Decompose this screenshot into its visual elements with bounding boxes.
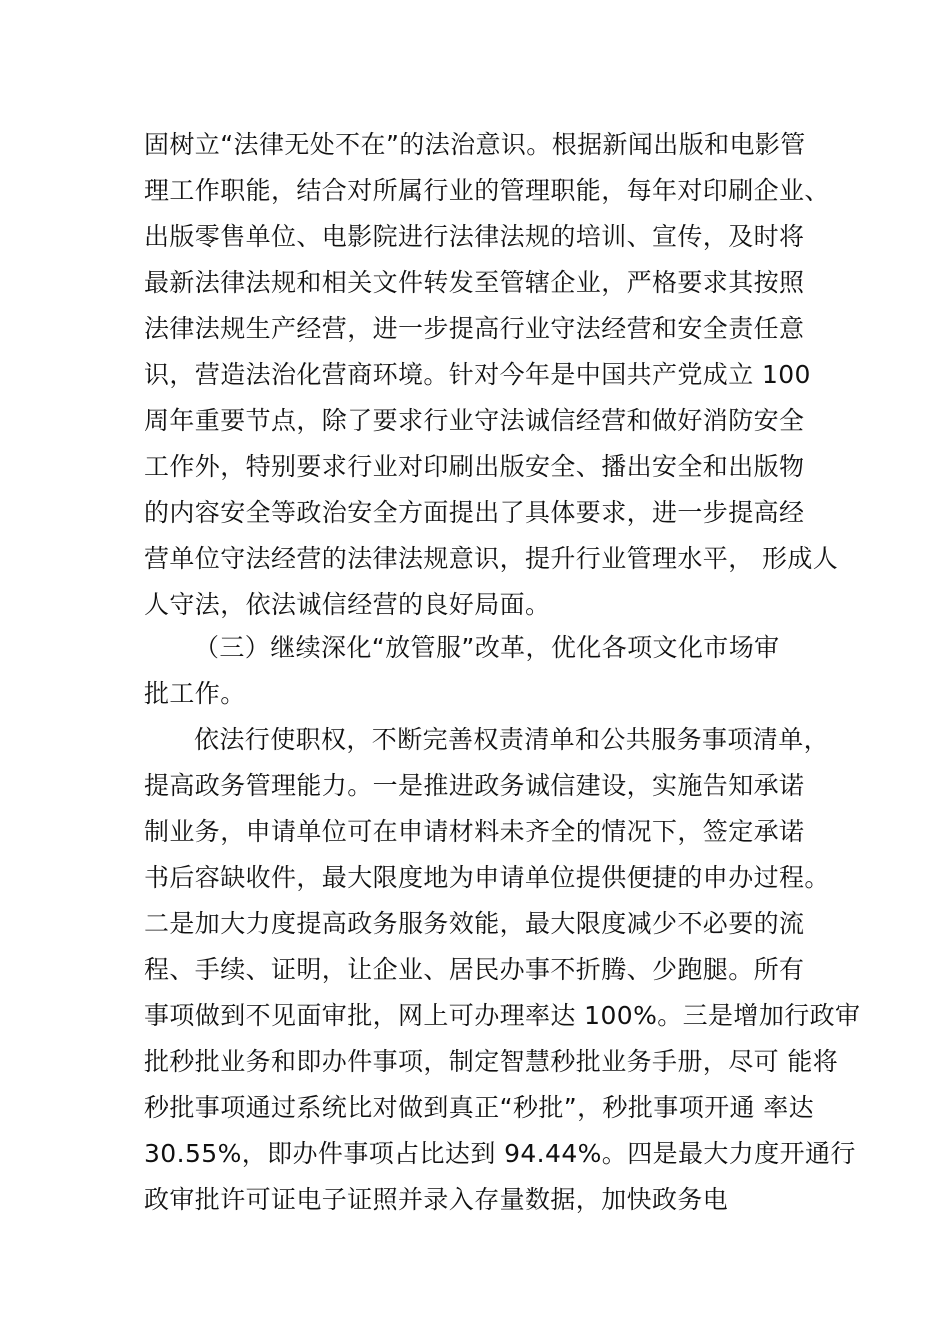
text-line: 的内容安全等政治安全方面提出了具体要求，进一步提高经: [144, 498, 805, 527]
section-heading-continued: 批工作。: [144, 679, 246, 708]
text-line: 最新法律法规和相关文件转发至管辖企业，严格要求其按照: [144, 268, 805, 297]
paragraph-first-line: 依法行使职权，不断完善权责清单和公共服务事项清单，: [194, 725, 830, 754]
text-line: 制业务，申请单位可在申请材料未齐全的情况下，签定承诺: [144, 817, 805, 846]
text-line: 周年重要节点，除了要求行业守法诚信经营和做好消防安全: [144, 406, 805, 435]
text-line: 提高政务管理能力。一是推进政务诚信建设，实施告知承诺: [144, 771, 805, 800]
text-line: 批秒批业务和即办件事项，制定智慧秒批业务手册，尽可 能将: [144, 1047, 839, 1076]
text-line: 工作外，特别要求行业对印刷出版安全、播出安全和出版物: [144, 452, 805, 481]
text-line: 识，营造法治化营商环境。针对今年是中国共产党成立 100: [144, 360, 811, 389]
text-line: 二是加大力度提高政务服务效能，最大限度减少不必要的流: [144, 909, 805, 938]
text-line: 书后容缺收件，最大限度地为申请单位提供便捷的申办过程。: [144, 863, 830, 892]
text-line: 出版零售单位、电影院进行法律法规的培训、宣传，及时将: [144, 222, 805, 251]
text-line: 人守法，依法诚信经营的良好局面。: [144, 590, 551, 619]
text-line: 秒批事项通过系统比对做到真正“秒批”，秒批事项开通 率达: [144, 1093, 815, 1122]
section-heading: （三）继续深化“放管服”改革，优化各项文化市场审: [194, 633, 780, 662]
text-line: 事项做到不见面审批，网上可办理率达 100%。三是增加行政审: [144, 1001, 861, 1030]
text-line: 营单位守法经营的法律法规意识，提升行业管理水平， 形成人: [144, 544, 839, 573]
text-line: 政审批许可证电子证照并录入存量数据，加快政务电: [144, 1185, 729, 1214]
text-line: 理工作职能，结合对所属行业的管理职能，每年对印刷企业、: [144, 176, 830, 205]
text-line: 固树立“法律无处不在”的法治意识。根据新闻出版和电影管: [144, 130, 806, 159]
text-line: 30.55%，即办件事项占比达到 94.44%。四是最大力度开通行: [144, 1139, 856, 1168]
text-line: 程、手续、证明，让企业、居民办事不折腾、少跑腿。所有: [144, 955, 805, 984]
text-line: 法律法规生产经营，进一步提高行业守法经营和安全责任意: [144, 314, 805, 343]
